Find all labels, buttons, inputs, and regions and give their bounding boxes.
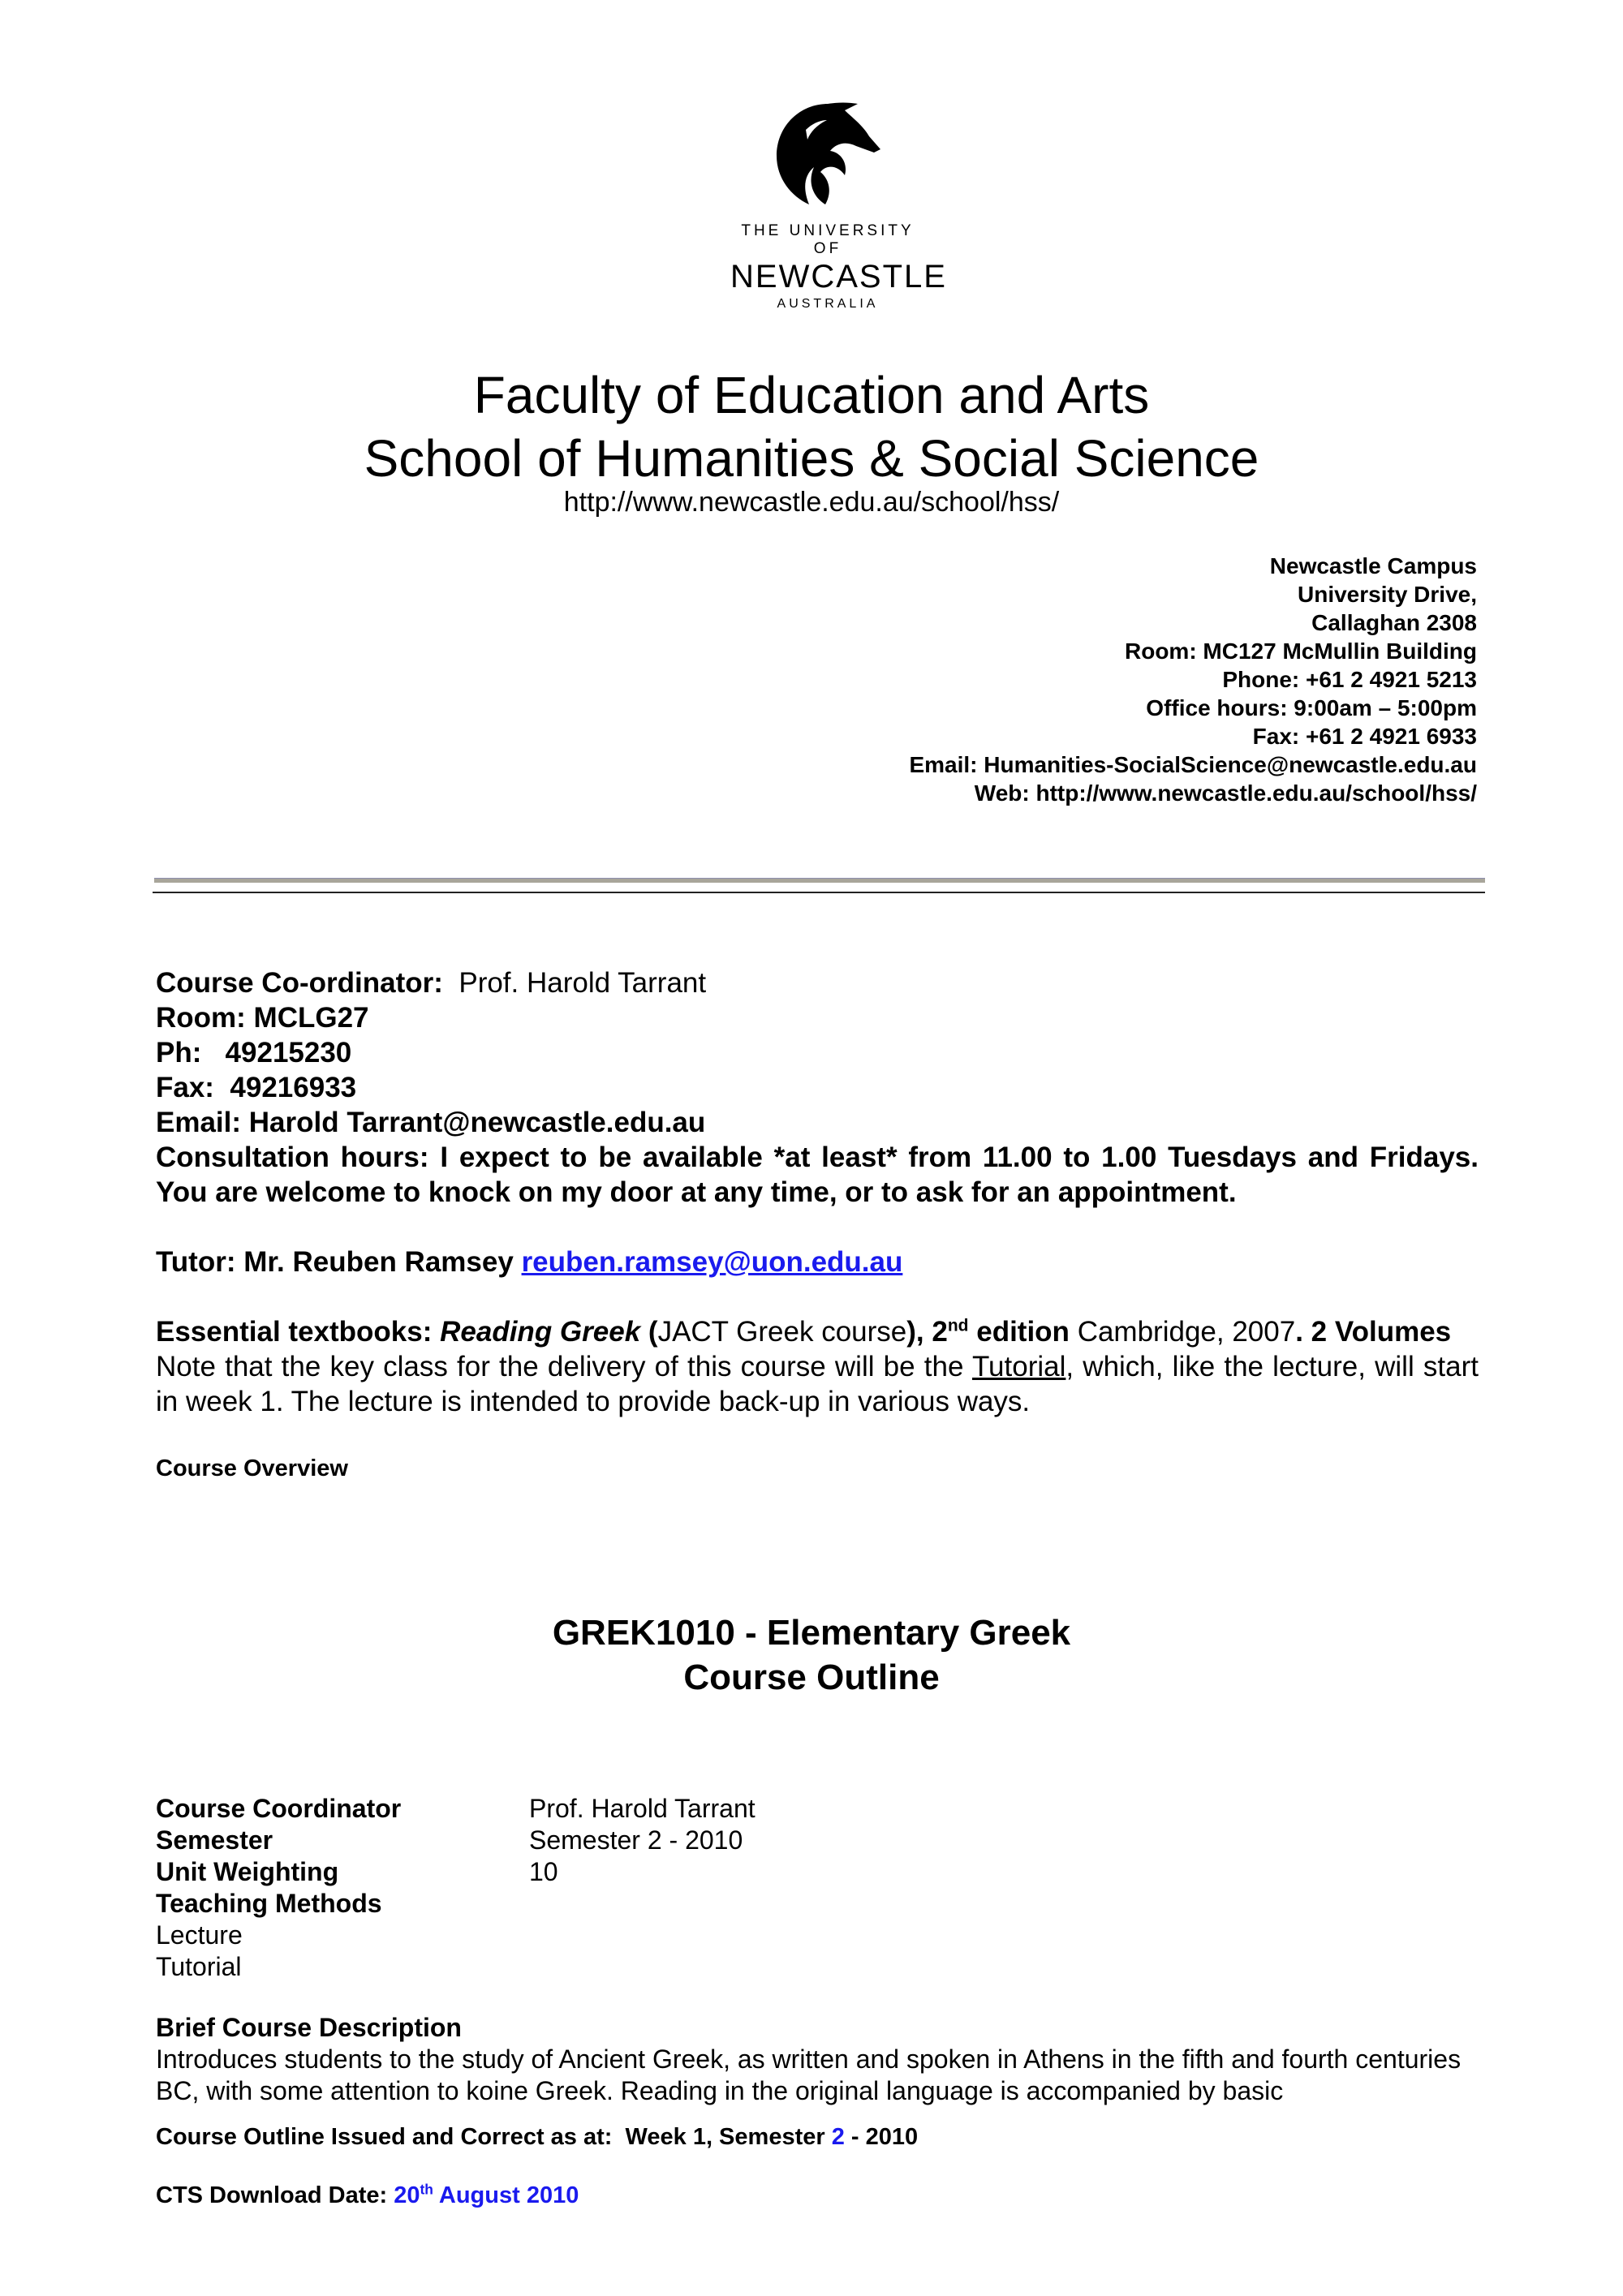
detail-row-unit-weighting bbox=[156, 1856, 756, 1888]
address-fax: Fax: +61 2 4921 6933 bbox=[1252, 724, 1477, 749]
teaching-method-item: Lecture bbox=[156, 1920, 243, 1950]
tutor-label: Tutor: Mr. Reuben Ramsey bbox=[156, 1246, 514, 1278]
cts-label: CTS Download Date: bbox=[156, 2182, 394, 2208]
detail-label: Course Coordinator bbox=[156, 1794, 402, 1823]
cts-date: 20th August 2010 bbox=[394, 2181, 579, 2208]
course-details bbox=[156, 1793, 756, 1983]
address-campus: Newcastle Campus bbox=[1269, 553, 1477, 578]
brief-heading: Brief Course Description bbox=[156, 2013, 462, 2042]
edition-number: 2nd bbox=[932, 1316, 969, 1348]
university-logo bbox=[730, 97, 947, 311]
edition-word: edition bbox=[976, 1316, 1070, 1348]
tutor-email-link[interactable]: reuben.ramsey@uon.edu.au bbox=[521, 1246, 903, 1278]
issued-text: Course Outline Issued and Correct as at: Week 1, Semester bbox=[156, 2124, 832, 2150]
detail-value: 10 bbox=[529, 1857, 558, 1886]
coordinator-room: Room: MCLG27 bbox=[156, 1002, 369, 1034]
detail-value: Prof. Harold Tarrant bbox=[529, 1794, 756, 1823]
textbooks-label: Essential textbooks: bbox=[156, 1316, 433, 1348]
consultation-hours: Consultation hours: I expect to be available *at least* from 11.00 to 1.00 Tuesdays and Fridays. You are welcome to knock on my door at any time, or to ask for an appointment. bbox=[156, 1142, 1479, 1208]
paren-open: ( bbox=[648, 1316, 658, 1348]
address-suburb: Callaghan 2308 bbox=[1311, 610, 1477, 635]
logo-line-1: THE UNIVERSITY OF bbox=[741, 222, 915, 257]
header-divider-thick bbox=[154, 878, 1485, 883]
school-name: School of Humanities & Social Science bbox=[364, 429, 1259, 488]
header-divider-thin bbox=[153, 892, 1485, 893]
coordinator-label: Course Co-ordinator: bbox=[156, 967, 443, 999]
brief-text: Introduces students to the study of Ancient Greek, as written and spoken in Athens in the fifth and fourth centuries BC, with some attention to koine Greek. Reading in the original language is accompanied by basic bbox=[156, 2044, 1462, 2105]
tutorial-note bbox=[156, 1349, 1479, 1419]
faculty-header bbox=[0, 363, 1623, 490]
note-text-pre: Note that the key class for the delivery of this course will be the bbox=[156, 1351, 972, 1382]
coordinator-fax: Fax: 49216933 bbox=[156, 1072, 357, 1103]
horse-head-crest-icon bbox=[767, 97, 889, 211]
detail-row-teaching-methods bbox=[156, 1888, 756, 1920]
coordinator-email: Email: Harold Tarrant@newcastle.edu.au bbox=[156, 1107, 706, 1138]
school-address-block bbox=[909, 552, 1477, 807]
detail-label: Semester bbox=[156, 1825, 273, 1855]
brief-description bbox=[156, 2012, 1487, 2107]
issued-note bbox=[156, 2124, 918, 2151]
coordinator-line bbox=[156, 965, 1479, 1000]
address-room: Room: MC127 McMullin Building bbox=[1125, 638, 1477, 664]
textbook-publisher: Cambridge, 2007 bbox=[1077, 1316, 1296, 1348]
textbooks-line bbox=[156, 1314, 1479, 1349]
textbook-volumes: 2 Volumes bbox=[1311, 1316, 1452, 1348]
textbook-series: JACT Greek course bbox=[657, 1316, 907, 1348]
course-subtitle: Course Outline bbox=[683, 1658, 940, 1697]
detail-label: Teaching Methods bbox=[156, 1889, 382, 1918]
address-office-hours: Office hours: 9:00am – 5:00pm bbox=[1146, 695, 1477, 720]
detail-label: Unit Weighting bbox=[156, 1857, 339, 1886]
logo-line-2: NEWCASTLE bbox=[730, 259, 947, 295]
address-email[interactable]: Email: Humanities-SocialScience@newcastle.edu.au bbox=[909, 752, 1477, 777]
note-text-post: , which, like the lecture, will start in week 1. The lecture is intended to provide back-up in various ways. bbox=[156, 1351, 1479, 1417]
course-title-block bbox=[0, 1610, 1623, 1700]
textbook-title: Reading Greek bbox=[440, 1316, 641, 1348]
issued-semester: 2 bbox=[831, 2124, 845, 2150]
address-phone: Phone: +61 2 4921 5213 bbox=[1222, 667, 1477, 692]
period: . bbox=[1295, 1316, 1303, 1348]
tutor-line bbox=[156, 1245, 1479, 1279]
course-overview-heading: Course Overview bbox=[156, 1455, 348, 1481]
school-url[interactable]: http://www.newcastle.edu.au/school/hss/ bbox=[563, 487, 1060, 518]
logo-line-3: AUSTRALIA bbox=[777, 297, 879, 311]
address-street: University Drive, bbox=[1298, 582, 1477, 607]
teaching-method-item: Tutorial bbox=[156, 1952, 242, 1981]
address-web[interactable]: Web: http://www.newcastle.edu.au/school/hss/ bbox=[974, 780, 1477, 806]
coordinator-name: Prof. Harold Tarrant bbox=[458, 967, 707, 999]
cts-download-date bbox=[156, 2182, 579, 2209]
issued-year: - 2010 bbox=[844, 2124, 919, 2150]
faculty-name: Faculty of Education and Arts bbox=[473, 366, 1150, 424]
detail-row-coordinator bbox=[156, 1793, 756, 1825]
tutorial-emphasis: Tutorial bbox=[971, 1351, 1066, 1382]
coordinator-phone: Ph: 49215230 bbox=[156, 1037, 352, 1068]
detail-row-semester bbox=[156, 1825, 756, 1856]
paren-close: ), bbox=[906, 1316, 924, 1348]
coordinator-block bbox=[156, 965, 1479, 1486]
course-title: GREK1010 - Elementary Greek bbox=[552, 1613, 1071, 1653]
detail-value: Semester 2 - 2010 bbox=[529, 1825, 743, 1855]
